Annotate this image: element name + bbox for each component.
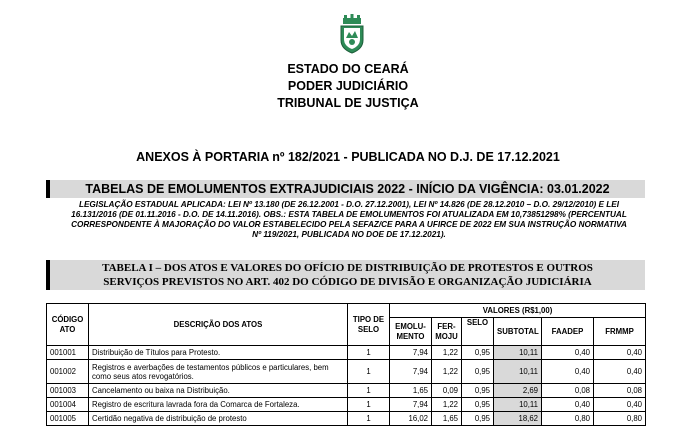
cell-codigo: 001001 (47, 346, 89, 360)
legislation-line: Nº 119/2021, PUBLICADA NO DOE DE 17.12.2021). (252, 230, 446, 239)
cell-descricao: Distribuição de Títulos para Protesto. (89, 346, 348, 360)
cell-subtotal: 2,69 (494, 384, 542, 398)
cell-subtotal: 18,62 (494, 412, 542, 426)
cell-descricao: Registro de escritura lavrada fora da Comarca de Fortaleza. (89, 398, 348, 412)
table-row (47, 360, 646, 384)
cell-emolumento: 7,94 (390, 346, 432, 360)
header-power: PODER JUDICIÁRIO (287, 79, 409, 93)
col-frmmp: FRMMP (594, 318, 646, 346)
cell-fermoju: 0,09 (432, 384, 462, 398)
cell-codigo: 001004 (47, 398, 89, 412)
col-selo: SELO (462, 318, 494, 346)
col-valores: VALORES (R$1,00) (390, 304, 646, 318)
col-descricao: DESCRIÇÃO DOS ATOS (89, 304, 348, 346)
legislation-line: 16.131/2016 (DE 01.11.2016 - D.O. DE 14.11.2016). OBS.: ESTA TABELA DE EMOLUMENTOS FOI ATUALIZADA EM 10,73851298% (PERCENTUAL (71, 210, 627, 219)
table-row (47, 412, 646, 426)
cell-subtotal: 10,11 (494, 398, 542, 412)
cell-emolumento: 16,02 (390, 412, 432, 426)
coat-of-arms-crest (335, 14, 369, 54)
cell-faadep: 0,08 (542, 384, 594, 398)
cell-tipo: 1 (348, 384, 390, 398)
cell-codigo: 001002 (47, 360, 89, 384)
cell-subtotal: 10,11 (494, 360, 542, 384)
table-row (47, 384, 646, 398)
col-codigo: CÓDIGO ATO (47, 304, 89, 346)
cell-frmmp: 0,08 (594, 384, 646, 398)
col-subtotal: SUBTOTAL (494, 318, 542, 346)
cell-descricao: Certidão negativa de distribuição de protesto (89, 412, 348, 426)
cell-tipo: 1 (348, 412, 390, 426)
cell-tipo: 1 (348, 346, 390, 360)
cell-selo: 0,95 (462, 384, 494, 398)
table-title-line: SERVIÇOS PREVISTOS NO ART. 402 DO CÓDIGO DE DIVISÃO E ORGANIZAÇÃO JUDICIÁRIA (103, 276, 592, 288)
cell-faadep: 0,80 (542, 412, 594, 426)
cell-tipo: 1 (348, 398, 390, 412)
cell-fermoju: 1,22 (432, 398, 462, 412)
emoluments-title: TABELAS DE EMOLUMENTOS EXTRAJUDICIAIS 2022 - INÍCIO DA VIGÊNCIA: 03.01.2022 (46, 180, 645, 198)
cell-selo: 0,95 (462, 412, 494, 426)
cell-selo: 0,95 (462, 398, 494, 412)
cell-emolumento: 1,65 (390, 384, 432, 398)
cell-frmmp: 0,40 (594, 398, 646, 412)
header-court: TRIBUNAL DE JUSTIÇA (277, 96, 419, 110)
cell-selo: 0,95 (462, 346, 494, 360)
col-fermoju: FER- MOJU (432, 318, 462, 346)
cell-emolumento: 7,94 (390, 398, 432, 412)
table-i-title (46, 260, 645, 290)
legislation-note (52, 200, 646, 240)
cell-frmmp: 0,40 (594, 346, 646, 360)
coat-of-arms-icon (335, 14, 369, 54)
cell-fermoju: 1,22 (432, 360, 462, 384)
table-row (47, 346, 646, 360)
col-faadep: FAADEP (542, 318, 594, 346)
cell-frmmp: 0,40 (594, 360, 646, 384)
cell-frmmp: 0,80 (594, 412, 646, 426)
cell-descricao: Cancelamento ou baixa na Distribuição. (89, 384, 348, 398)
legislation-line: CORRESPONDENTE À MAJORAÇÃO DO VALOR ESTABELECIDO PELA SEFAZ/CE PARA A UFIRCE DE 2022 EM SUA INSTRUÇÃO NORMATIVA (71, 220, 627, 229)
cell-selo: 0,95 (462, 360, 494, 384)
legislation-line: LEGISLAÇÃO ESTADUAL APLICADA: LEI Nº 13.180 (DE 26.12.2001 - D.O. 27.12.2001), LEI Nº 14.826 (DE 28.12.2010 – D.O. 29/12/2010) E LEI (78, 200, 620, 209)
cell-faadep: 0,40 (542, 398, 594, 412)
emoluments-table (46, 303, 646, 426)
col-tipo-selo: TIPO DE SELO (348, 304, 390, 346)
cell-subtotal: 10,11 (494, 346, 542, 360)
cell-faadep: 0,40 (542, 360, 594, 384)
cell-fermoju: 1,22 (432, 346, 462, 360)
cell-codigo: 001005 (47, 412, 89, 426)
cell-fermoju: 1,65 (432, 412, 462, 426)
table-title-line: TABELA I – DOS ATOS E VALORES DO OFÍCIO DE DISTRIBUIÇÃO DE PROTESTOS E OUTROS (102, 262, 593, 274)
cell-codigo: 001003 (47, 384, 89, 398)
annex-title: ANEXOS À PORTARIA nº 182/2021 - PUBLICADA NO D.J. DE 17.12.2021 (136, 150, 560, 164)
header-state: ESTADO DO CEARÁ (287, 62, 409, 76)
cell-descricao: Registros e averbações de testamentos públicos e particulares, bem como seus atos revogatórios. (89, 360, 348, 384)
cell-emolumento: 7,94 (390, 360, 432, 384)
cell-tipo: 1 (348, 360, 390, 384)
table-row (47, 398, 646, 412)
col-emolumento: EMOLU- MENTO (390, 318, 432, 346)
cell-faadep: 0,40 (542, 346, 594, 360)
